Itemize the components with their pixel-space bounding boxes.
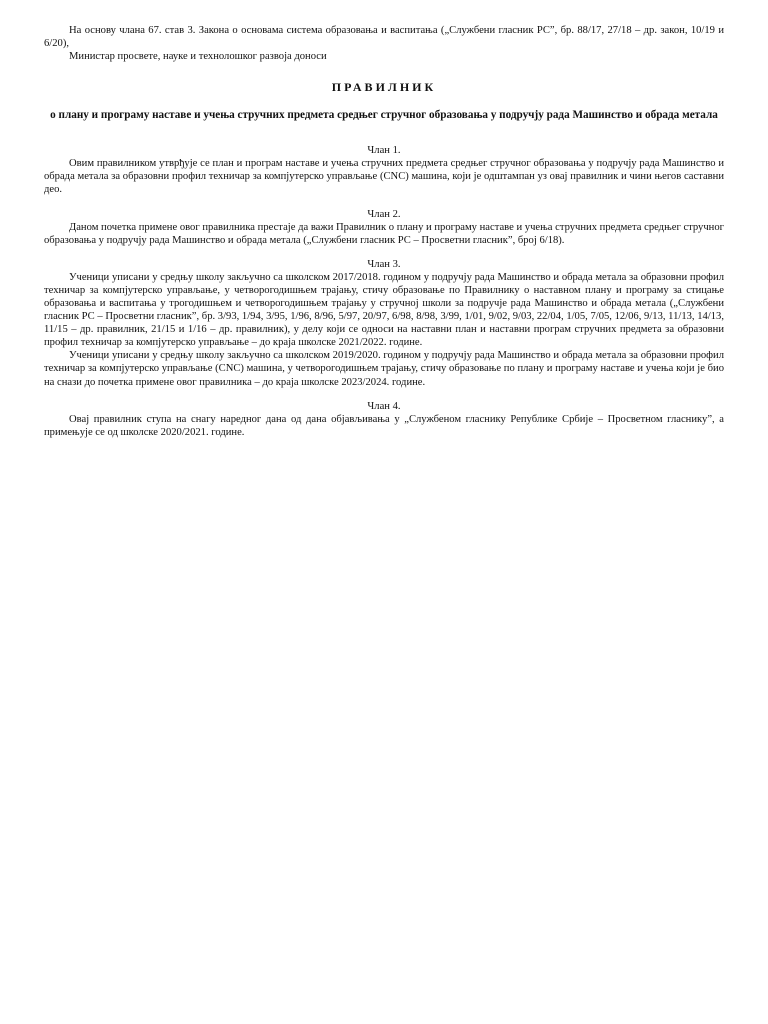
article-1 xyxy=(44,144,724,196)
document-subtitle: о плану и програму наставе и учења стручних предмета средњег стручног образовања у подручју рада Машинство и обрада метала xyxy=(50,109,718,122)
article-paragraph: Ученици уписани у средњу школу закључно са школском 2017/2018. годином у подручју рада Машинство и обрада метала за образовни профил техничар за компјутерско управљање, у четворогодишњем трајању, стичу образовање по Правилнику о наставном плану и програму за стицање образовања и васпитања у трогодишњем и четворогодишњем трајању у стручној школи за подручје рада Машинство и обрада метала („Службени гласник РС – Просветни гласник”, бр. 3/93, 1/94, 3/95, 1/96, 8/96, 5/97, 20/97, 6/98, 8/98, 3/99, 1/01, 9/02, 9/03, 22/04, 1/05, 7/05, 12/06, 9/13, 11/13, 14/13, 11/15 – др. правилник, 21/15 и 1/16 – др. правилник), у делу који се односи на наставни план и наставни програм стручних предмета за образовни профил техничар за компјутерско управљање – до краја школске 2021/2022. године. xyxy=(44,271,724,349)
legal-basis-paragraph: На основу члана 67. став 3. Закона о основама система образовања и васпитања („Службени гласник РС”, бр. 88/17, 27/18 – др. закон, 10/19 и 6/20), xyxy=(44,25,724,50)
article-paragraph: Ученици уписани у средњу школу закључно са школском 2019/2020. годином у подручју рада Машинство и обрада метала за образовни профил техничар за компјутерско управљање (CNC) машина, у четворогодишњем трајању, стичу образовање по плану и програму наставе и учења који је био на снази до почетка примене овог правилника – до краја школске 2023/2024. године. xyxy=(44,350,724,388)
article-heading: Члан 3. xyxy=(367,258,401,270)
article-2 xyxy=(44,208,724,247)
issuer-paragraph: Министар просвете, науке и технолошког развоја доноси xyxy=(69,51,327,63)
article-heading: Члан 2. xyxy=(367,208,401,220)
article-heading: Члан 4. xyxy=(367,400,401,412)
article-paragraph: Овај правилник ступа на снагу наредног дана од дана објављивања у „Службеном гласнику Републике Србије – Просветном гласнику”, а примењује се од школске 2020/2021. године. xyxy=(44,413,724,438)
article-3 xyxy=(44,258,724,389)
article-paragraph: Овим правилником утврђује се план и програм наставе и учења стручних предмета средњег стручног образовања у подручју рада Машинство и обрада метала за образовни профил техничар за компјутерско управљање (CNC) машина, који је одштампан уз овај правилник и чини његов саставни део. xyxy=(44,158,724,196)
article-paragraph: Даном почетка примене овог правилника престаје да важи Правилник о плану и програму наставе и учења стручних предмета средњег стручног образовања у подручју рада Машинство и обрада метала („Службени гласник РС – Просветни гласник”, број 6/18). xyxy=(44,221,724,246)
article-heading: Члан 1. xyxy=(367,145,401,157)
article-4 xyxy=(44,400,724,439)
document-title: ПРАВИЛНИК xyxy=(331,80,437,95)
